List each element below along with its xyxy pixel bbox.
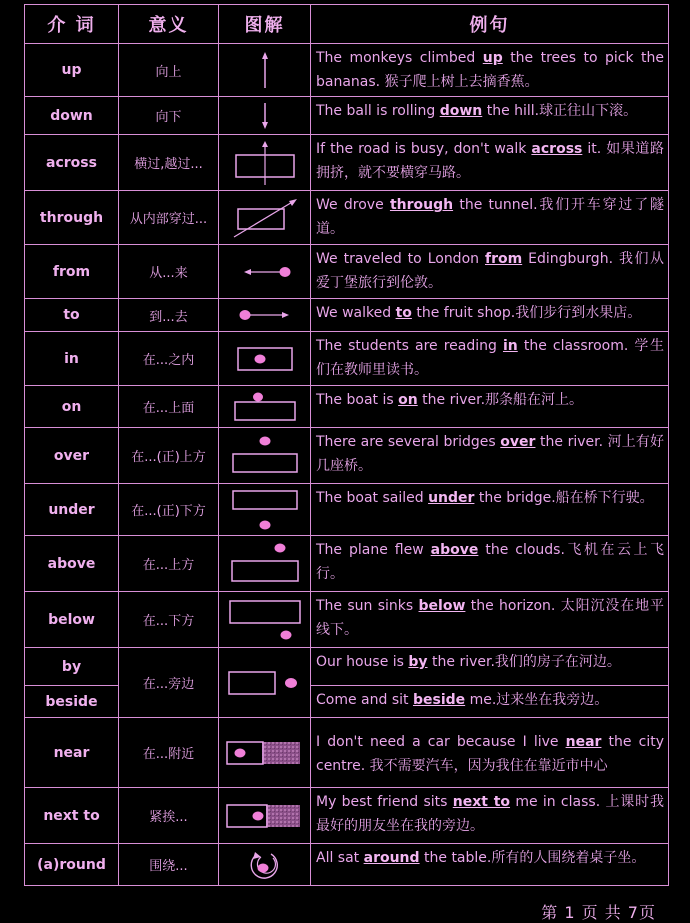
example-sentence: There are several bridges over the river. 河上有好几座桥。 <box>311 428 669 484</box>
around-icon <box>219 844 311 886</box>
preposition: next to <box>25 788 119 844</box>
on-icon <box>219 386 311 428</box>
meaning: 在...上方 <box>119 536 219 592</box>
meaning: 紧挨... <box>119 788 219 844</box>
table-row <box>25 135 669 191</box>
preposition: under <box>25 484 119 536</box>
keyword: up <box>482 50 503 66</box>
meaning: 在...附近 <box>119 718 219 788</box>
arrow-down-icon <box>219 97 311 135</box>
through-icon <box>219 191 311 245</box>
keyword: down <box>439 103 483 119</box>
header-preposition: 介 词 <box>25 5 119 44</box>
from-icon <box>219 245 311 299</box>
example-sentence: The students are reading in the classroom. 学生们在教师里读书。 <box>311 332 669 386</box>
keyword: through <box>389 197 454 213</box>
preposition: near <box>25 718 119 788</box>
example-sentence: We drove through the tunnel.我们开车穿过了隧道。 <box>311 191 669 245</box>
preposition: to <box>25 299 119 332</box>
example-sentence: The plane flew above the clouds.飞机在云上飞行。 <box>311 536 669 592</box>
over-icon <box>219 428 311 484</box>
example-sentence: All sat around the table.所有的人围绕着桌子坐。 <box>311 844 669 886</box>
example-sentence: Our house is by the river.我们的房子在河边。 <box>311 648 669 686</box>
example-sentence: We walked to the fruit shop.我们步行到水果店。 <box>311 299 669 332</box>
keyword: to <box>395 305 412 321</box>
preposition: below <box>25 592 119 648</box>
header-example: 例句 <box>311 5 669 44</box>
keyword: next to <box>452 794 511 810</box>
below-icon <box>219 592 311 648</box>
table-header <box>25 5 669 44</box>
beside-icon <box>219 648 311 718</box>
above-icon <box>219 536 311 592</box>
preposition: beside <box>25 686 119 718</box>
example-sentence: The boat sailed under the bridge.船在桥下行驶。 <box>311 484 669 536</box>
meaning: 横过,越过... <box>119 135 219 191</box>
table-row <box>25 484 669 536</box>
to-icon <box>219 299 311 332</box>
table-row <box>25 97 669 135</box>
keyword: across <box>531 141 583 157</box>
example-sentence: The sun sinks below the horizon. 太阳沉没在地平线下。 <box>311 592 669 648</box>
meaning: 到...去 <box>119 299 219 332</box>
meaning: 从内部穿过... <box>119 191 219 245</box>
example-sentence: My best friend sits next to me in class. 上课时我最好的朋友坐在我的旁边。 <box>311 788 669 844</box>
example-sentence: We traveled to London from Edingburgh. 我们从爱丁堡旅行到伦敦。 <box>311 245 669 299</box>
under-icon <box>219 484 311 536</box>
keyword: over <box>500 434 536 450</box>
header-diagram: 图解 <box>219 5 311 44</box>
table-row <box>25 299 669 332</box>
meaning: 在...下方 <box>119 592 219 648</box>
preposition: in <box>25 332 119 386</box>
across-icon <box>219 135 311 191</box>
example-sentence: Come and sit beside me.过来坐在我旁边。 <box>311 686 669 718</box>
keyword: above <box>430 542 479 558</box>
example-sentence: I don't need a car because I live near the city centre. 我不需要汽车，因为我住在靠近市中心 <box>311 718 669 788</box>
preposition: up <box>25 44 119 97</box>
in-icon <box>219 332 311 386</box>
example-sentence: The ball is rolling down the hill.球正往山下滚。 <box>311 97 669 135</box>
example-sentence: If the road is busy, don't walk across it. 如果道路拥挤，就不要横穿马路。 <box>311 135 669 191</box>
near-icon <box>219 718 311 788</box>
table-row <box>25 245 669 299</box>
preposition: down <box>25 97 119 135</box>
table-row <box>25 536 669 592</box>
preposition: by <box>25 648 119 686</box>
page-number: 第 1 页 共 7页 <box>541 903 656 922</box>
preposition: over <box>25 428 119 484</box>
keyword: under <box>428 490 475 506</box>
preposition: (a)round <box>25 844 119 886</box>
meaning: 向上 <box>119 44 219 97</box>
table-row <box>25 844 669 886</box>
example-sentence: The boat is on the river.那条船在河上。 <box>311 386 669 428</box>
table-row <box>25 44 669 97</box>
keyword: in <box>502 338 518 354</box>
header-meaning: 意义 <box>119 5 219 44</box>
keyword: below <box>418 598 466 614</box>
preposition-table <box>24 4 669 886</box>
table-row <box>25 332 669 386</box>
preposition: across <box>25 135 119 191</box>
preposition: on <box>25 386 119 428</box>
table-row <box>25 428 669 484</box>
meaning: 在...(正)下方 <box>119 484 219 536</box>
keyword: near <box>565 734 602 750</box>
keyword: from <box>484 251 523 267</box>
table-row <box>25 648 669 686</box>
arrow-up-icon <box>219 44 311 97</box>
table-row <box>25 718 669 788</box>
keyword: by <box>408 654 428 670</box>
meaning: 在...之内 <box>119 332 219 386</box>
example-sentence: The monkeys climbed up the trees to pick the bananas. 猴子爬上树上去摘香蕉。 <box>311 44 669 97</box>
keyword: beside <box>412 692 466 708</box>
preposition: from <box>25 245 119 299</box>
next-to-icon <box>219 788 311 844</box>
meaning: 围绕... <box>119 844 219 886</box>
meaning: 在...上面 <box>119 386 219 428</box>
meaning: 向下 <box>119 97 219 135</box>
keyword: around <box>363 850 420 866</box>
table-row <box>25 191 669 245</box>
keyword: on <box>398 392 418 408</box>
preposition: through <box>25 191 119 245</box>
table-row <box>25 386 669 428</box>
table-row <box>25 788 669 844</box>
preposition: above <box>25 536 119 592</box>
meaning: 从...来 <box>119 245 219 299</box>
meaning: 在...(正)上方 <box>119 428 219 484</box>
table-row <box>25 592 669 648</box>
meaning: 在...旁边 <box>119 648 219 718</box>
